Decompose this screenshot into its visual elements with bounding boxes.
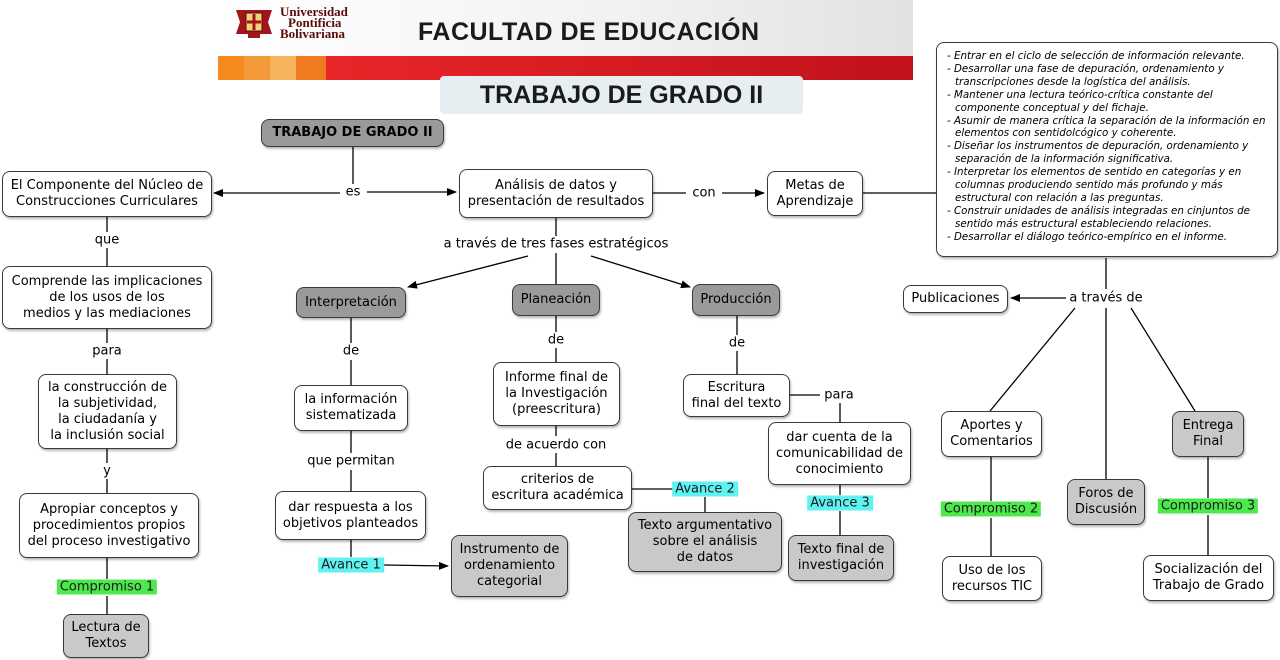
tag-compromiso-2: Compromiso 2 [941,502,1041,517]
tag-compromiso-3: Compromiso 3 [1158,499,1258,514]
node-comprende[interactable]: Comprende las implicaciones de los usos de los medios y las mediaciones [2,266,212,329]
node-escritura[interactable]: Escritura final del texto [683,374,790,417]
goal-item: - Mantener una lectura teórico-crítica constante del componente conceptual y del fichaje. [947,88,1213,114]
link-label-con: con [689,186,718,201]
node-aportes[interactable]: Aportes y Comentarios [941,411,1042,457]
tag-avance-3: Avance 3 [807,496,873,511]
goal-item: - Desarrollar una fase de depuración, ordenamiento y transcripciones desde la logística del análisis. [947,62,1224,88]
node-foros[interactable]: Foros de Discusión [1067,479,1145,525]
goal-item: - Asumir de manera crítica la separación de la información en elementos con sentidolcógico y coherente. [947,114,1266,140]
learning-goals-list [945,50,1269,244]
node-uso-tic[interactable]: Uso de los recursos TIC [942,556,1042,601]
faculty-banner [218,0,913,80]
node-informe[interactable]: Informe final de la Investigación (preescritura) [493,362,620,426]
node-respuesta[interactable]: dar respuesta a los objetivos planteados [275,491,426,540]
node-metas[interactable]: Metas de Aprendizaje [767,171,863,216]
node-informacion[interactable]: la información sistematizada [294,385,408,431]
node-texto-final[interactable]: Texto final de investigación [788,535,894,581]
faculty-title: FACULTAD DE EDUCACIÓN [418,18,760,46]
link-label-de: de [726,336,748,351]
tag-avance-2: Avance 2 [672,482,738,497]
link-label-que: que [92,233,123,248]
goal-item: - Interpretar los elementos de sentido en categorías y en columnas produciendo sentido más profundo y más estructural con relación a las preguntas. [947,166,1242,204]
link-label-tres-fases: a través de tres fases estratégicos [441,237,672,252]
link-label-que-permitan: que permitan [304,454,398,469]
node-texto-argumentativo[interactable]: Texto argumentativo sobre el análisis de datos [628,512,782,572]
node-planeacion[interactable]: Planeación [512,284,600,316]
node-socializacion[interactable]: Socialización del Trabajo de Grado [1143,555,1274,601]
university-crest-icon [234,6,274,40]
node-publicaciones[interactable]: Publicaciones [903,285,1008,313]
link-label-a-traves: a través de [1066,291,1145,306]
university-name-line: Bolivariana [280,26,346,41]
university-name-line: Universidad [280,4,348,19]
learning-goals-panel [936,42,1278,257]
strip-segment [244,56,270,80]
tag-avance-1: Avance 1 [318,558,384,573]
link-label-para: para [89,344,125,359]
node-root[interactable]: TRABAJO DE GRADO II [261,119,444,147]
link-label-y: y [100,464,114,479]
node-criterios[interactable]: criterios de escritura académica [483,466,632,510]
tag-compromiso-1: Compromiso 1 [57,580,157,595]
goal-item: - Construir unidades de análisis integradas en cinjuntos de sentido más estructural estableciendo relaciones. [947,204,1250,230]
node-lectura[interactable]: Lectura de Textos [63,614,149,658]
node-cuenta[interactable]: dar cuenta de la comunicabilidad de conocimiento [768,422,911,485]
goal-item: - Entrar en el ciclo de selección de información relevante. [947,50,1245,62]
node-produccion[interactable]: Producción [692,284,780,316]
university-name-line: Pontificia [288,15,342,30]
link-label-de: de [340,344,362,359]
link-label-es: es [343,185,364,200]
node-interpretacion[interactable]: Interpretación [296,287,406,318]
strip-segment [218,56,244,80]
course-title: TRABAJO DE GRADO II [440,76,803,114]
strip-segment [296,56,326,80]
link-label-de: de [545,333,567,348]
node-apropiar[interactable]: Apropiar conceptos y procedimientos propios del proceso investigativo [19,493,199,558]
link-label-de-acuerdo: de acuerdo con [503,438,610,453]
node-entrega[interactable]: Entrega Final [1172,411,1244,457]
node-construccion[interactable]: la construcción de la subjetividad, la ciudadanía y la inclusión social [38,374,177,449]
strip-segment [270,56,296,80]
node-componente[interactable]: El Componente del Núcleo de Construcciones Curriculares [2,171,212,217]
node-analisis[interactable]: Análisis de datos y presentación de resultados [459,169,653,218]
goal-item: - Diseñar los instrumentos de depuración, ordenamiento y separación de la información significativa. [947,140,1249,166]
link-label-para: para [821,388,857,403]
goal-item: - Desarrollar el diálogo teórico-empírico en el informe. [947,230,1227,243]
node-instrumento[interactable]: Instrumento de ordenamiento categorial [451,535,568,597]
university-name [280,6,348,39]
